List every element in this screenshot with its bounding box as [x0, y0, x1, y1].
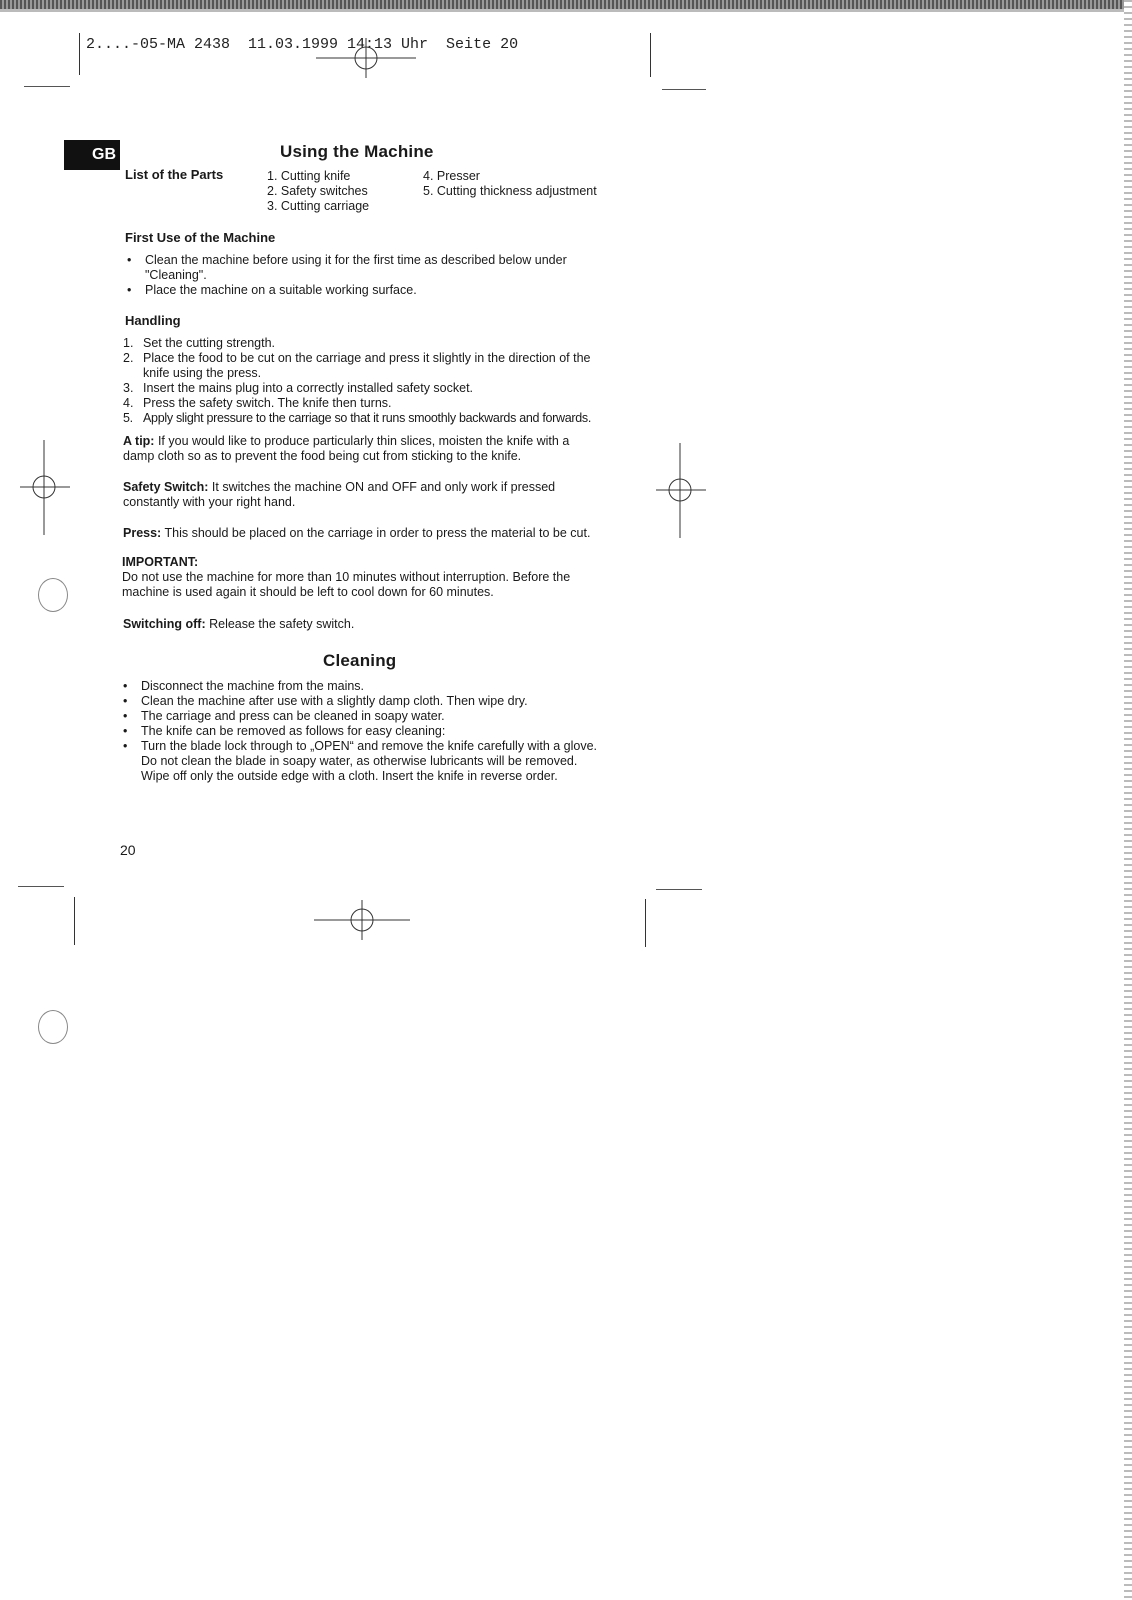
list-item: • The knife can be removed as follows for easy cleaning:: [121, 724, 601, 739]
registration-mark-bottom: [314, 900, 410, 940]
tip-text: If you would like to produce particularly thin slices, moisten the knife with a damp cloth so as to prevent the food being cut from sticking to the knife.: [123, 434, 570, 463]
press-text: This should be placed on the carriage in order to press the material to be cut.: [161, 526, 591, 540]
crop-mark-right-bottom-h: [656, 889, 702, 890]
part-item: 2. Safety switches: [267, 184, 368, 198]
part-item: 4. Presser: [423, 169, 480, 183]
print-slug: 2....-05-MA 2438 11.03.1999 14:13 Uhr Seite 20: [86, 36, 519, 53]
step-text: Insert the mains plug into a correctly installed safety socket.: [143, 381, 474, 395]
step-text: Set the cutting strength.: [143, 336, 276, 350]
punch-hole-mark-2: [38, 1010, 68, 1044]
first-use-heading: First Use of the Machine: [125, 230, 276, 245]
important-label: IMPORTANT:: [122, 555, 199, 569]
step-number: 1.: [123, 336, 134, 350]
list-item: • Clean the machine before using it for the first time as described below under "Cleaning".: [125, 253, 600, 283]
crop-mark-left-bottom: [74, 897, 75, 945]
scan-right-edge: [1124, 0, 1132, 1600]
scan-top-band: [0, 0, 1132, 9]
cleaning-list: [121, 679, 601, 784]
parts-list-column-2: [423, 169, 597, 199]
step-item: [123, 396, 608, 411]
step-item: [123, 381, 608, 396]
switching-off-label: Switching off:: [123, 617, 206, 631]
page-number: 20: [120, 842, 136, 858]
list-item: • Clean the machine after use with a slightly damp cloth. Then wipe dry.: [121, 694, 601, 709]
step-number: 3.: [123, 381, 134, 395]
step-item: [123, 351, 608, 381]
crop-mark-right-bottom: [645, 899, 646, 947]
scan-top-band-shadow: [0, 9, 1132, 12]
handling-heading: Handling: [125, 313, 181, 328]
switching-off-paragraph: [123, 617, 354, 632]
step-number: 4.: [123, 396, 134, 410]
handling-steps: [123, 336, 608, 426]
step-text: Press the safety switch. The knife then turns.: [143, 396, 392, 410]
step-number: 2.: [123, 351, 134, 365]
press-paragraph: [123, 526, 613, 541]
parts-list-column-1: [267, 169, 369, 214]
list-item: • Place the machine on a suitable working surface.: [125, 283, 600, 298]
part-item: 3. Cutting carriage: [267, 199, 370, 213]
step-item: [123, 411, 608, 426]
list-item: • Turn the blade lock through to „OPEN“ and remove the knife carefully with a glove. Do not clean the blade in soapy water, as otherwise lubricants will be removed. Wipe off only the outside edge with a cloth. Insert the knife in reverse order.: [121, 739, 601, 784]
part-item: 5. Cutting thickness adjustment: [423, 184, 597, 198]
list-of-parts-label: List of the Parts: [125, 167, 224, 182]
part-item: 1. Cutting knife: [267, 169, 351, 183]
first-use-list: [125, 253, 600, 298]
switching-off-text: Release the safety switch.: [205, 617, 355, 631]
tip-label: A tip:: [123, 434, 155, 448]
language-tab-gb: GB: [64, 140, 120, 170]
crop-mark-left-top-h: [24, 86, 70, 87]
crop-mark-right-top: [650, 33, 651, 77]
registration-mark-right: [656, 443, 706, 538]
step-item: [123, 336, 608, 351]
important-paragraph: [122, 555, 607, 600]
safety-switch-text: It switches the machine ON and OFF and only work if pressed constantly with your right hand.: [123, 480, 556, 509]
list-item: • The carriage and press can be cleaned in soapy water.: [121, 709, 601, 724]
crop-mark-right-top-h: [662, 89, 706, 90]
heading-using-the-machine: Using the Machine: [280, 142, 434, 161]
registration-mark-top: [316, 38, 416, 78]
heading-cleaning: Cleaning: [323, 651, 397, 670]
tip-paragraph: [123, 434, 603, 464]
step-text: Apply slight pressure to the carriage so that it runs smoothly backwards and forwards.: [143, 411, 592, 425]
registration-mark-left: [20, 440, 70, 535]
punch-hole-mark-1: [38, 578, 68, 612]
safety-switch-label: Safety Switch:: [123, 480, 209, 494]
crop-mark-left-top: [79, 33, 80, 75]
safety-switch-paragraph: [123, 480, 608, 510]
step-text: Place the food to be cut on the carriage and press it slightly in the direction of the knife using the press.: [143, 351, 591, 380]
crop-mark-left-bottom-h: [18, 886, 64, 887]
press-label: Press:: [123, 526, 162, 540]
step-number: 5.: [123, 411, 133, 425]
important-text: Do not use the machine for more than 10 minutes without interruption. Before the machine is used again it should be left to cool down for 60 minutes.: [122, 570, 571, 599]
list-item: • Disconnect the machine from the mains.: [121, 679, 601, 694]
